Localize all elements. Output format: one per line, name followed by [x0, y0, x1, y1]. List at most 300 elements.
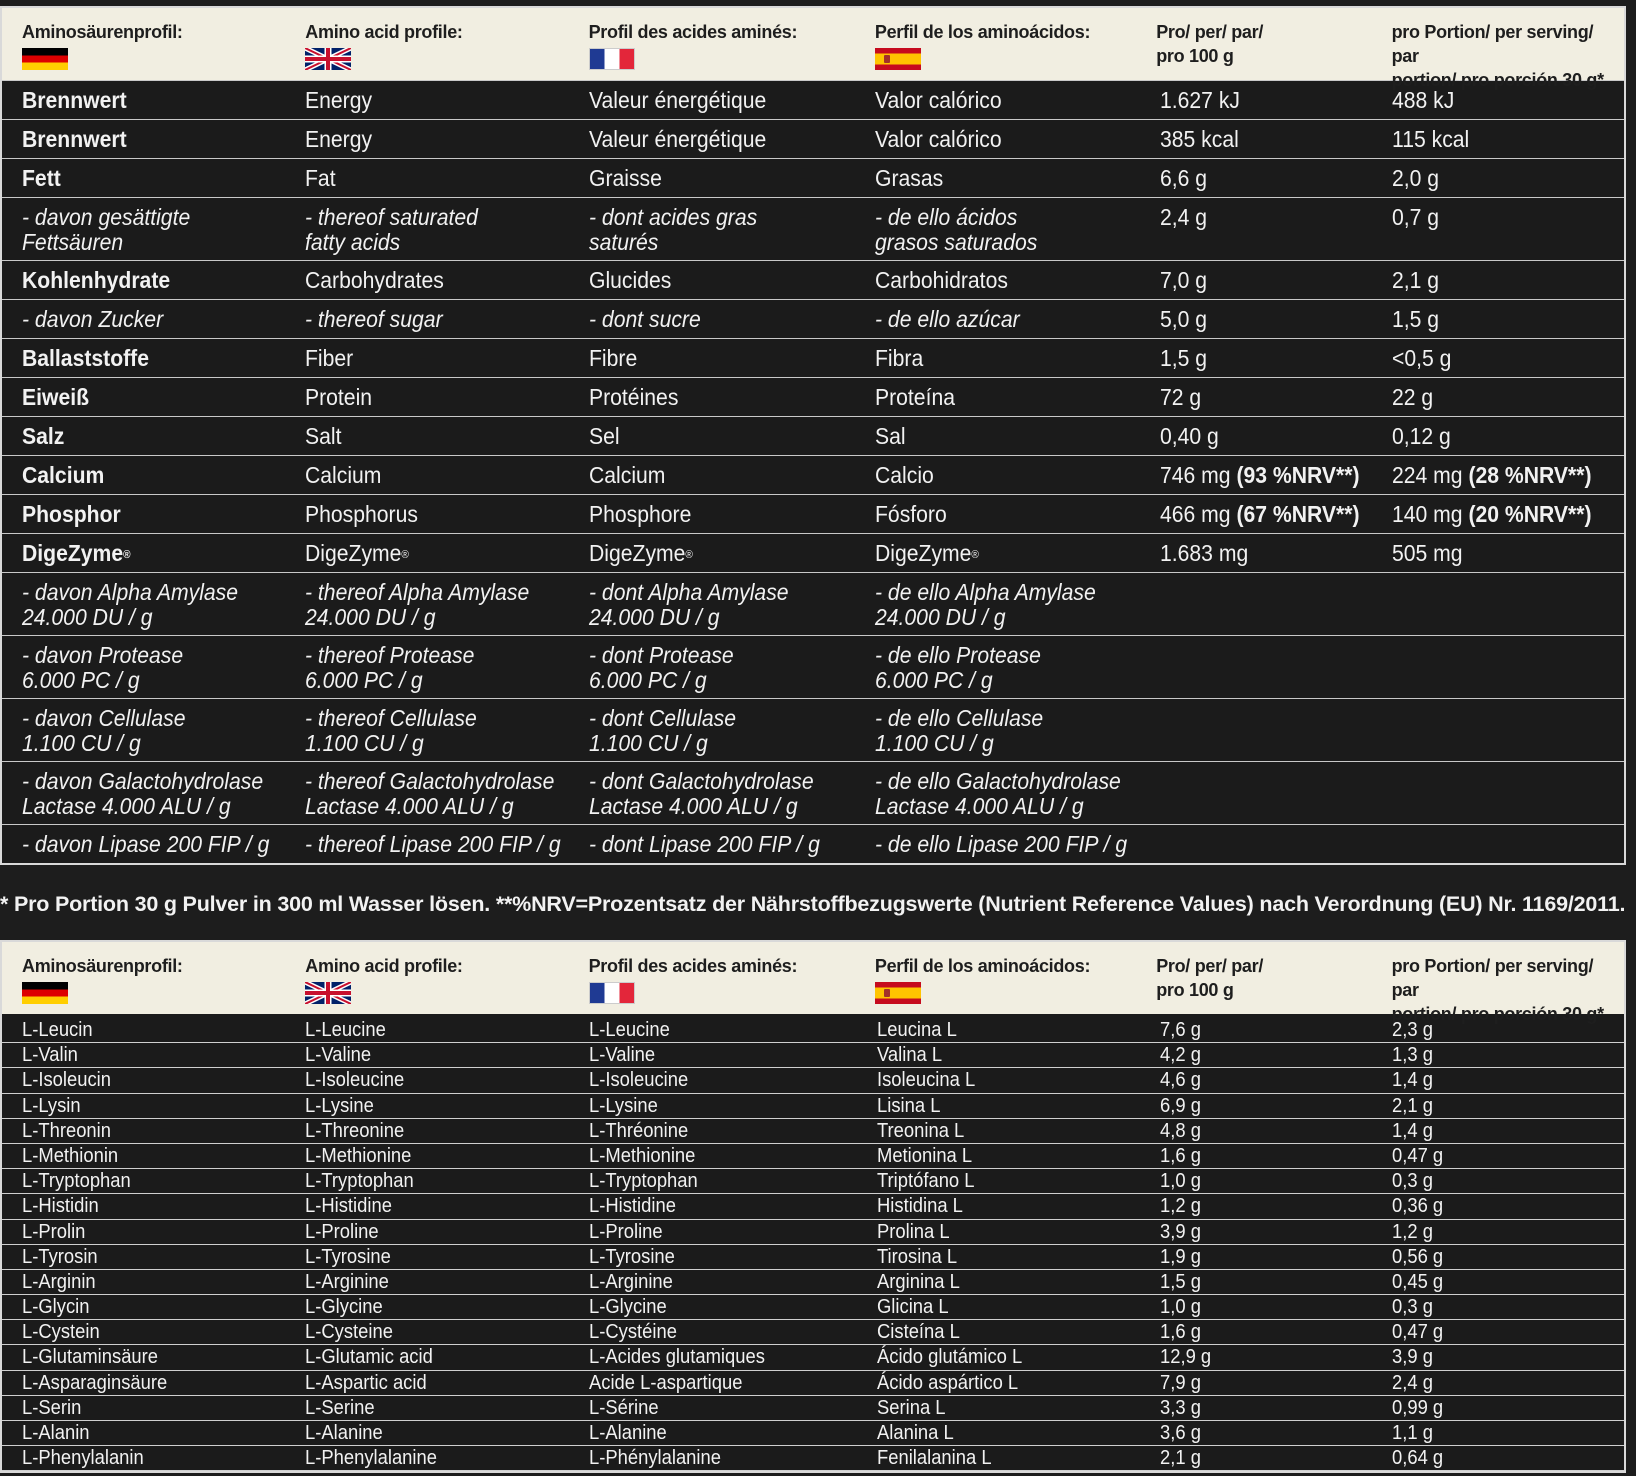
cell-en: [285, 706, 568, 761]
cell-text: L-Aspartic acid: [305, 1371, 427, 1394]
cell-text: 3,6 g: [1160, 1422, 1202, 1444]
cell-text: Treonina L: [876, 1119, 965, 1142]
cell-text: Prolina L: [876, 1220, 950, 1243]
cell-text: L-Asparaginsäure: [22, 1371, 168, 1394]
value-text: 2,0 g: [1391, 166, 1439, 191]
cell-text: Tirosina L: [876, 1245, 958, 1268]
cell-en: [285, 127, 568, 158]
table-row: [2, 377, 1624, 416]
cell-per-100g: [1136, 769, 1377, 824]
value-per-serving: [1392, 127, 1606, 152]
cell-text: L-Phenylalanine: [305, 1447, 438, 1470]
amino-rows: [2, 1014, 1624, 1471]
table-row: [2, 533, 1624, 572]
cell-es: [855, 1144, 1136, 1169]
cell-fr: [569, 463, 855, 494]
header-english: Amino acid profile:: [285, 8, 568, 80]
cell-es: [855, 580, 1136, 635]
cell-per100: [1136, 1345, 1377, 1370]
cell-text: 1,0 g: [1160, 1170, 1202, 1193]
cell-text: 3,9 g: [1391, 1346, 1433, 1369]
cell-per-serving: [1378, 346, 1624, 377]
cell-text: Valeur énergétique: [588, 127, 766, 152]
cell-text-wrap: [22, 541, 264, 566]
cell-per-100g: [1136, 307, 1377, 338]
cell-en: [285, 385, 568, 416]
cell-per-serving: [1378, 205, 1624, 260]
table-row: [2, 1194, 1624, 1219]
cell-fr: [569, 385, 855, 416]
cell-text: 2,1 g: [1391, 1094, 1433, 1117]
cell-per-serving: [1378, 541, 1624, 572]
cell-en: [285, 166, 568, 197]
cell-text: Grasas: [874, 166, 944, 191]
cell-de: [2, 769, 285, 824]
value-per-100g: [1160, 205, 1360, 230]
cell-es: [855, 385, 1136, 416]
cell-text: L-Proline: [588, 1220, 663, 1243]
cell-de: [2, 1094, 285, 1119]
cell-text-line2: 6.000 PC / g: [305, 667, 423, 693]
value-per-serving: [1392, 424, 1606, 449]
cell-fr: [569, 1194, 855, 1219]
value-per-100g: [1160, 502, 1360, 527]
table-header: [2, 8, 1624, 90]
cell-es: [855, 1169, 1136, 1194]
cell-text: - davon gesättigte: [22, 205, 191, 230]
value-text: 1.627 kJ: [1160, 88, 1241, 113]
cell-text: L-Tyrosine: [305, 1245, 392, 1268]
cell-text: 1,4 g: [1391, 1069, 1433, 1092]
cell-text: - davon Protease: [22, 643, 184, 668]
value-per-100g: [1160, 463, 1360, 488]
cell-per-100g: [1136, 346, 1377, 377]
cell-text: Leucina L: [876, 1019, 957, 1041]
cell-text-line2: fatty acids: [305, 229, 401, 255]
cell-text: Kohlenhydrate: [22, 268, 171, 293]
cell-perServing: [1378, 1371, 1624, 1396]
cell-per-serving: [1378, 769, 1624, 824]
cell-fr: [569, 502, 855, 533]
cell-per100: [1136, 1320, 1377, 1345]
cell-text: Valina L: [876, 1044, 943, 1067]
table-row: [2, 1421, 1624, 1446]
cell-text: Proteína: [874, 385, 955, 410]
cell-fr: [569, 580, 855, 635]
cell-text-line2: 1.100 CU / g: [874, 730, 994, 756]
cell-fr: [569, 127, 855, 158]
cell-text-line2: 6.000 PC / g: [588, 667, 707, 693]
table-row: [2, 635, 1624, 698]
nrv-percent: (93 %NRV**): [1236, 463, 1360, 488]
cell-per100: [1136, 1446, 1377, 1471]
cell-text: - de ello Lipase 200 FIP / g: [874, 832, 1128, 857]
table-row: [2, 1068, 1624, 1093]
cell-text: L-Arginine: [305, 1270, 390, 1293]
cell-en: [285, 307, 568, 338]
cell-text-line2: 6.000 PC / g: [874, 667, 993, 693]
cell-text: Fibra: [874, 346, 924, 371]
cell-text-line2: Lactase 4.000 ALU / g: [874, 793, 1084, 819]
cell-text: - de ello Cellulase: [874, 706, 1044, 731]
cell-fr: [569, 541, 855, 572]
value-text: 72 g: [1160, 385, 1202, 410]
cell-fr: [569, 1245, 855, 1270]
cell-text: Calcio: [874, 463, 934, 488]
cell-per100: [1136, 1245, 1377, 1270]
value-per-serving: [1392, 307, 1606, 332]
cell-text: - dont Alpha Amylase: [588, 580, 789, 605]
cell-text: L-Serine: [305, 1396, 375, 1419]
cell-en: [285, 1446, 568, 1471]
header-per-serving: pro Portion/ per serving/ par portion/ pro porción 30 g*: [1391, 956, 1604, 1024]
value-per-100g: [1160, 307, 1360, 332]
cell-text: - dont Protease: [588, 643, 734, 668]
cell-es: [855, 346, 1136, 377]
cell-per100: [1136, 1169, 1377, 1194]
cell-fr: [569, 1295, 855, 1320]
cell-text-line2: Lactase 4.000 ALU / g: [588, 793, 798, 819]
cell-text: Triptófano L: [876, 1170, 975, 1193]
cell-es: [855, 1220, 1136, 1245]
cell-en: [285, 1194, 568, 1219]
table-row: [2, 119, 1624, 158]
cell-text: Fett: [22, 166, 61, 191]
cell-per-100g: [1136, 268, 1377, 299]
cell-per-100g: [1136, 463, 1377, 494]
cell-fr: [569, 1371, 855, 1396]
cell-de: [2, 1396, 285, 1421]
cell-text: DigeZyme: [305, 541, 402, 566]
cell-en: [285, 1245, 568, 1270]
cell-perServing: [1378, 1220, 1624, 1245]
cell-text: Protéines: [588, 385, 678, 410]
cell-per-100g: [1136, 706, 1377, 761]
cell-text: 0,45 g: [1391, 1270, 1443, 1293]
cell-de: [2, 1295, 285, 1320]
value-text: 224 mg: [1391, 463, 1463, 488]
value-per-100g: [1160, 541, 1360, 566]
cell-text: Protein: [305, 385, 373, 410]
cell-text: 3,9 g: [1160, 1220, 1202, 1243]
value-text: 1,5 g: [1160, 346, 1208, 371]
cell-per-serving: [1378, 832, 1624, 863]
cell-text: 1,9 g: [1160, 1245, 1202, 1268]
cell-text: 12,9 g: [1160, 1346, 1212, 1369]
cell-fr: [569, 832, 855, 863]
cell-per-serving: [1378, 127, 1624, 158]
cell-text: - dont acides gras: [588, 205, 757, 230]
cell-de: [2, 1119, 285, 1144]
cell-per-serving: [1378, 502, 1624, 533]
cell-de: [2, 1371, 285, 1396]
header-french: Profil des acides aminés:: [569, 8, 855, 80]
header-english: Amino acid profile:: [285, 942, 568, 1014]
cell-text: L-Alanine: [305, 1422, 384, 1444]
cell-text: Valor calórico: [874, 127, 1002, 152]
spanish-flag-icon: [875, 48, 921, 70]
cell-perServing: [1378, 1295, 1624, 1320]
cell-en: [285, 1144, 568, 1169]
cell-per100: [1136, 1043, 1377, 1068]
cell-de: [2, 1421, 285, 1446]
cell-text: 1,3 g: [1391, 1044, 1433, 1067]
nrv-percent: (67 %NRV**): [1236, 502, 1360, 527]
cell-per-100g: [1136, 832, 1377, 863]
cell-es: [855, 1421, 1136, 1446]
cell-text: - de ello ácidos: [874, 205, 1018, 230]
cell-es: [855, 502, 1136, 533]
cell-text-line2: Lactase 4.000 ALU / g: [305, 793, 514, 819]
cell-text: L-Glutaminsäure: [22, 1346, 159, 1369]
cell-text: 0,56 g: [1391, 1245, 1443, 1268]
cell-text: L-Glycine: [305, 1296, 384, 1319]
value-per-100g: [1160, 385, 1360, 410]
cell-text: - thereof saturated: [305, 205, 479, 230]
cell-text: 2,4 g: [1391, 1371, 1433, 1394]
cell-en: [285, 541, 568, 572]
cell-per-100g: [1136, 88, 1377, 119]
cell-es: [855, 1194, 1136, 1219]
cell-text: Calcium: [305, 463, 382, 488]
cell-perServing: [1378, 1169, 1624, 1194]
cell-fr: [569, 769, 855, 824]
amino-acid-table: [0, 940, 1626, 1473]
cell-text: 1,5 g: [1160, 1270, 1202, 1293]
cell-de: [2, 1345, 285, 1370]
cell-es: [855, 541, 1136, 572]
cell-text: - davon Cellulase: [22, 706, 186, 731]
cell-per-100g: [1136, 643, 1377, 698]
cell-text: Phosphore: [588, 502, 691, 527]
cell-text: Ballaststoffe: [22, 346, 150, 371]
header-per-100g: Pro/ per/ par/ pro 100 g: [1156, 956, 1264, 1000]
cell-text: DigeZyme: [22, 541, 124, 566]
cell-de: [2, 127, 285, 158]
cell-es: [855, 166, 1136, 197]
cell-text-line2: 24.000 DU / g: [305, 604, 436, 630]
cell-per-100g: [1136, 385, 1377, 416]
cell-text: L-Valine: [305, 1044, 372, 1067]
cell-text: L-Glutamic acid: [305, 1346, 434, 1369]
cell-text: L-Prolin: [22, 1220, 86, 1243]
cell-es: [855, 1068, 1136, 1093]
cell-de: [2, 1446, 285, 1471]
cell-es: [855, 1119, 1136, 1144]
cell-text-line2: 6.000 PC / g: [22, 667, 140, 693]
cell-per-serving: [1378, 268, 1624, 299]
cell-fr: [569, 1421, 855, 1446]
cell-text: 1,4 g: [1391, 1119, 1433, 1142]
cell-de: [2, 706, 285, 761]
cell-en: [285, 463, 568, 494]
cell-per-100g: [1136, 502, 1377, 533]
registered-mark: ®: [401, 549, 410, 561]
value-per-serving: [1392, 205, 1606, 230]
table-row: [2, 761, 1624, 824]
cell-fr: [569, 1018, 855, 1043]
cell-text-line2: 24.000 DU / g: [874, 604, 1006, 630]
cell-text: L-Tyrosine: [588, 1245, 675, 1268]
cell-en: [285, 1270, 568, 1295]
cell-es: [855, 769, 1136, 824]
cell-en: [285, 1421, 568, 1446]
cell-text-line2: saturés: [588, 229, 658, 255]
cell-text: Calcium: [588, 463, 666, 488]
cell-es: [855, 1018, 1136, 1043]
cell-per-serving: [1378, 580, 1624, 635]
cell-de: [2, 205, 285, 260]
cell-text: 0,64 g: [1391, 1447, 1443, 1470]
value-per-100g: [1160, 127, 1360, 152]
value-per-serving: [1392, 541, 1606, 566]
cell-text: L-Threonin: [22, 1119, 111, 1142]
cell-text: - thereof Alpha Amylase: [305, 580, 530, 605]
cell-perServing: [1378, 1446, 1624, 1471]
cell-text: 4,2 g: [1160, 1044, 1202, 1067]
cell-text-line2: 1.100 CU / g: [22, 730, 141, 756]
table-row: [2, 1220, 1624, 1245]
table-row: [2, 1169, 1624, 1194]
cell-de: [2, 1220, 285, 1245]
cell-es: [855, 832, 1136, 863]
value-text: 140 mg: [1391, 502, 1463, 527]
cell-text: Serina L: [876, 1396, 946, 1419]
cell-per100: [1136, 1119, 1377, 1144]
table-row: [2, 1094, 1624, 1119]
cell-text: L-Valin: [22, 1044, 78, 1067]
value-text: <0,5 g: [1391, 346, 1452, 371]
table-row: [2, 1371, 1624, 1396]
cell-text: 7,9 g: [1160, 1371, 1202, 1394]
cell-text: Phosphorus: [305, 502, 419, 527]
table-row: [2, 299, 1624, 338]
german-flag-icon: [22, 48, 68, 70]
cell-text: L-Histidine: [305, 1195, 393, 1218]
cell-text-line2: Lactase 4.000 ALU / g: [22, 793, 231, 819]
cell-text: Arginina L: [876, 1270, 960, 1293]
registered-mark: ®: [123, 549, 131, 561]
cell-text: Alanina L: [876, 1422, 954, 1444]
cell-text: L-Alanine: [588, 1422, 667, 1444]
table-row: [2, 158, 1624, 197]
cell-en: [285, 1396, 568, 1421]
cell-text: 0,47 g: [1391, 1321, 1443, 1344]
value-per-serving: [1392, 88, 1606, 113]
nutrition-rows: [2, 80, 1624, 863]
cell-text: L-Lysine: [305, 1094, 375, 1117]
cell-es: [855, 706, 1136, 761]
cell-per100: [1136, 1371, 1377, 1396]
cell-per-serving: [1378, 385, 1624, 416]
cell-text: Valeur énergétique: [588, 88, 766, 113]
cell-en: [285, 268, 568, 299]
cell-text: 4,8 g: [1160, 1119, 1202, 1142]
value-per-100g: [1160, 268, 1360, 293]
cell-en: [285, 1018, 568, 1043]
cell-text: Acide L-aspartique: [588, 1371, 743, 1394]
nrv-percent: (28 %NRV**): [1468, 463, 1592, 488]
cell-text: L-Sérine: [588, 1396, 659, 1419]
cell-de: [2, 268, 285, 299]
cell-fr: [569, 1068, 855, 1093]
cell-es: [855, 205, 1136, 260]
nrv-percent: (20 %NRV**): [1468, 502, 1592, 527]
header-german: Aminosäurenprofil:: [2, 8, 285, 80]
table-row: [2, 260, 1624, 299]
cell-text: 6,9 g: [1160, 1094, 1202, 1117]
cell-fr: [569, 1396, 855, 1421]
cell-de: [2, 643, 285, 698]
cell-text: L-Phénylalanine: [588, 1447, 721, 1470]
cell-text: Fibre: [588, 346, 637, 371]
cell-text: - dont Cellulase: [588, 706, 736, 731]
cell-fr: [569, 1270, 855, 1295]
table-row: [2, 1043, 1624, 1068]
cell-text: DigeZyme: [874, 541, 972, 566]
cell-de: [2, 1043, 285, 1068]
cell-de: [2, 307, 285, 338]
cell-fr: [569, 346, 855, 377]
cell-es: [855, 1043, 1136, 1068]
registered-mark: ®: [685, 549, 693, 561]
cell-en: [285, 1371, 568, 1396]
value-per-100g: [1160, 424, 1360, 449]
cell-text: 0,3 g: [1391, 1170, 1433, 1193]
cell-en: [285, 643, 568, 698]
cell-text: Glicina L: [876, 1296, 949, 1319]
header-german: Aminosäurenprofil:: [2, 942, 285, 1014]
cell-fr: [569, 1119, 855, 1144]
cell-perServing: [1378, 1144, 1624, 1169]
cell-per100: [1136, 1270, 1377, 1295]
cell-text: L-Leucin: [22, 1019, 93, 1041]
table-header: [2, 942, 1624, 1024]
value-text: 6,6 g: [1160, 166, 1208, 191]
cell-text: - de ello azúcar: [874, 307, 1020, 332]
cell-text-wrap: [589, 541, 834, 566]
cell-fr: [569, 166, 855, 197]
cell-text: L-Thréonine: [588, 1119, 688, 1142]
cell-text: Calcium: [22, 463, 105, 488]
cell-per-serving: [1378, 88, 1624, 119]
table-row: [2, 1119, 1624, 1144]
value-text: 466 mg: [1160, 502, 1231, 527]
cell-text: 1,2 g: [1391, 1220, 1433, 1243]
table-row: [2, 197, 1624, 260]
cell-text-line2: 24.000 DU / g: [588, 604, 720, 630]
value-text: 488 kJ: [1391, 88, 1454, 113]
cell-fr: [569, 307, 855, 338]
cell-text: - dont Lipase 200 FIP / g: [588, 832, 820, 857]
cell-text-line2: 1.100 CU / g: [305, 730, 425, 756]
cell-de: [2, 580, 285, 635]
cell-text: L-Tyrosin: [22, 1245, 98, 1268]
cell-text: L-Methionine: [588, 1144, 695, 1167]
cell-perServing: [1378, 1320, 1624, 1345]
table-row: [2, 416, 1624, 455]
cell-text: Brennwert: [22, 127, 127, 152]
cell-text: 0,47 g: [1391, 1144, 1443, 1167]
cell-es: [855, 1345, 1136, 1370]
cell-text: Fenilalanina L: [876, 1447, 992, 1470]
cell-text: - davon Galactohydrolase: [22, 769, 264, 794]
cell-fr: [569, 643, 855, 698]
cell-perServing: [1378, 1345, 1624, 1370]
cell-text: 0,3 g: [1391, 1296, 1433, 1319]
cell-text: L-Glycine: [588, 1296, 667, 1319]
value-text: 0,40 g: [1160, 424, 1220, 449]
